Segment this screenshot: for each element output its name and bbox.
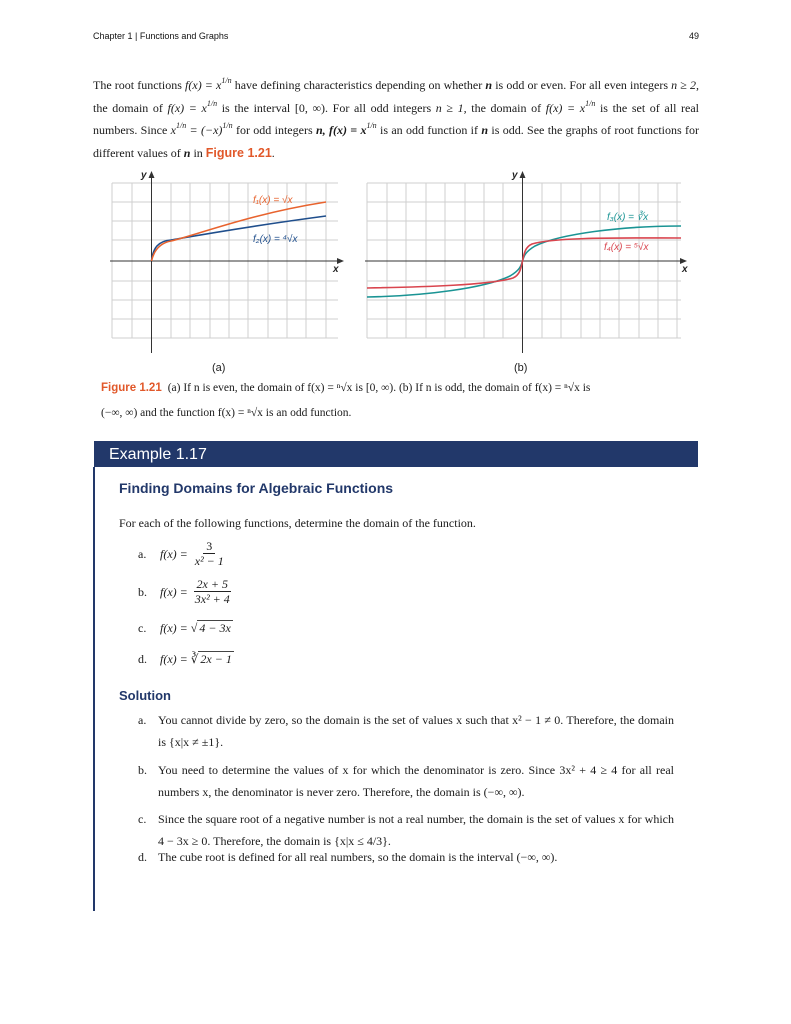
math-sup: 1/n (206, 98, 218, 108)
svg-text:x: x (682, 264, 688, 275)
solution-heading: Solution (119, 688, 171, 703)
math: n, f(x) = x (315, 123, 367, 138)
denominator: x² − 1 (194, 554, 224, 568)
svg-text:x: x (333, 264, 339, 275)
text: is odd. See the graphs of root functions for different values of (93, 123, 699, 160)
solution-d (138, 846, 674, 868)
solution-label: b. (138, 763, 147, 777)
problem-b (138, 578, 233, 606)
math: f(x) = x (167, 100, 207, 115)
fraction (192, 578, 233, 606)
intro-paragraph (93, 74, 699, 164)
graph-a (110, 168, 350, 358)
radicand: 4 − 3x (199, 621, 231, 635)
problem-c (138, 620, 233, 636)
svg-text:y: y (141, 170, 147, 181)
problem-lhs: f(x) = (160, 651, 188, 666)
radical-sign: ∛ (190, 651, 199, 666)
text: the domain of (93, 100, 168, 115)
math: f(x) = x (545, 100, 586, 115)
text: for odd integers (232, 123, 316, 138)
graph-a-label: (a) (212, 362, 226, 374)
math: f(x) = x (185, 78, 222, 92)
graph-b-svg (365, 168, 697, 358)
math-sup: 1/n (585, 98, 596, 108)
problem-d (138, 651, 234, 667)
math-sup: 1/n (366, 121, 377, 131)
graph-a-svg (110, 168, 350, 358)
text: The root functions (93, 78, 186, 92)
solution-a (138, 709, 674, 753)
math: n ≥ 1, (435, 100, 467, 115)
solution-label: d. (138, 850, 147, 864)
problem-lhs: f(x) = (160, 546, 188, 561)
radicand: 2x − 1 (200, 652, 232, 666)
solution-b (138, 759, 674, 803)
solution-label: c. (138, 812, 147, 826)
chapter-title: Chapter 1 | Functions and Graphs (93, 31, 229, 41)
caption-figure-ref: Figure 1.21 (101, 382, 162, 394)
text: have defining characteristics depending on whether (231, 78, 486, 92)
solution-text: Since the square root of a negative number is not a real number, the domain is the set of values x for which 4 − 3x ≥ 0. Therefore, the domain is {x|x ≤ 4/3}. (158, 812, 674, 848)
example-left-rule (93, 467, 95, 911)
example-title: Finding Domains for Algebraic Functions (119, 480, 394, 496)
text: . (271, 145, 275, 160)
example-intro: For each of the following functions, determine the domain of the function. (119, 516, 476, 530)
problem-a (138, 540, 227, 568)
text: is odd or even. For all even integers (492, 78, 672, 92)
problem-label: c. (138, 620, 147, 635)
math: = (−x) (186, 123, 223, 138)
numerator: 3 (203, 540, 215, 554)
solution-text: You need to determine the values of x for which the denominator is zero. Since 3x² + 4 ≥ 4 for all real numbers x, the denominator is never zero. Therefore, the domain is (−∞, ∞). (158, 763, 674, 799)
text: in (190, 145, 206, 160)
math: n (481, 123, 489, 138)
figure-link[interactable]: Figure 1.21 (205, 145, 272, 160)
math-sup: 1/n (175, 121, 187, 131)
solution-text: The cube root is defined for all real numbers, so the domain is the interval (−∞, ∞). (158, 850, 558, 864)
math: n ≥ 2, (671, 78, 699, 92)
solution-text: You cannot divide by zero, so the domain is the set of values x such that x² − 1 ≠ 0. Therefore, the domain is {x|x ≠ ±1}. (158, 713, 674, 749)
math: n (183, 145, 191, 160)
figure-caption (101, 376, 661, 426)
text: the domain of (466, 100, 546, 115)
graph-b-label: (b) (514, 362, 528, 374)
fraction (192, 540, 227, 568)
problem-label: b. (138, 584, 147, 599)
f2-label: f₂(x) = ⁴√x (253, 234, 298, 245)
example-header: Example 1.17 (94, 441, 698, 467)
caption-line-2: (−∞, ∞) and the function f(x) = ⁿ√x is an odd function. (101, 407, 352, 419)
text: is the interval [0, ∞). For all odd integers (217, 100, 436, 115)
page-number: 49 (688, 31, 699, 41)
problem-label: d. (138, 651, 147, 666)
svg-text:y: y (512, 170, 518, 181)
numerator: 2x + 5 (194, 578, 231, 592)
f3-label: f₃(x) = ∛x (607, 212, 649, 223)
solution-label: a. (138, 713, 147, 727)
f1-label: f₁(x) = √x (253, 195, 293, 206)
text: is the set of all real numbers. Since (93, 100, 700, 138)
graph-b (365, 168, 697, 358)
radical-sign: √ (190, 620, 198, 635)
problem-lhs: f(x) = (160, 584, 188, 599)
f4-label: f₄(x) = ⁵√x (604, 242, 649, 253)
denominator: 3x² + 4 (194, 592, 230, 606)
problem-label: a. (138, 546, 147, 561)
math: n (485, 78, 493, 92)
math-sup: 1/n (222, 121, 233, 131)
math-sup: 1/n (221, 76, 232, 85)
math: x (170, 123, 176, 138)
page-header (93, 31, 699, 41)
problem-lhs: f(x) = (160, 620, 188, 635)
caption-line-1: (a) If n is even, the domain of f(x) = ⁿ√x is [0, ∞). (b) If n is odd, the domain of f(x) = ⁿ√x is (167, 382, 591, 394)
text: is an odd function if (376, 123, 482, 138)
